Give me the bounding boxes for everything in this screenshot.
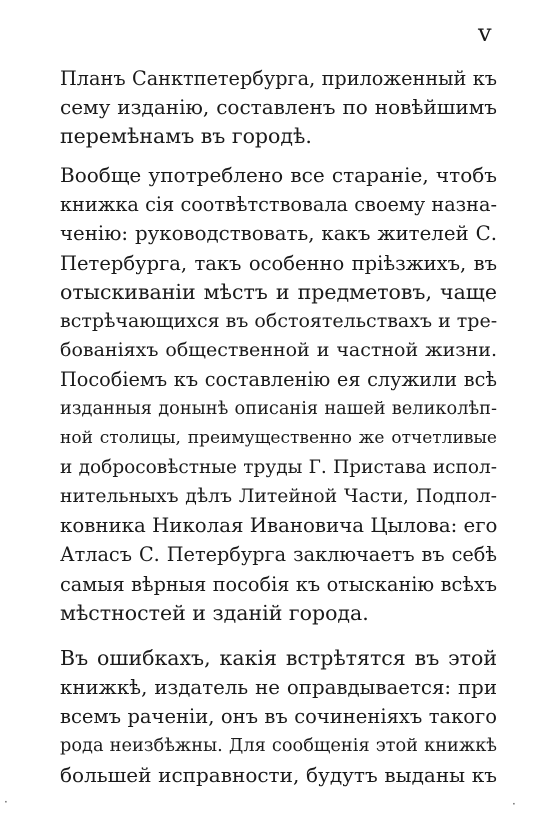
text-line: бованіяхъ общественной и частной жизни. [60, 339, 497, 362]
paper-speck: · [4, 795, 8, 809]
paragraph-2 [60, 161, 497, 628]
text-line: рода неизбѣжны. Для сообщенія этой книжкѣ [60, 735, 497, 756]
text-line: сему изданію, составленъ по новѣйшимъ [60, 95, 497, 120]
text-line: Петербурга, такъ особенно пріѣзжихъ, въ [60, 251, 497, 275]
text-line: Планъ Санктпетербурга, приложенный къ [60, 67, 497, 90]
paragraph-3 [60, 644, 497, 790]
text-line: книжкѣ, издатель не оправдывается: при [60, 676, 497, 700]
paragraph-1 [60, 64, 497, 152]
text-line: ковника Николая Ивановича Цылова: его [60, 514, 498, 538]
text-line: Пособіемъ къ составленію ея служили всѣ [60, 368, 497, 392]
text-line: и добросовѣстные труды Г. Пристава испол- [60, 456, 497, 478]
text-line: Атласъ С. Петербурга заключаетъ въ себѣ [60, 543, 497, 567]
text-line: изданныя донынѣ описанія нашей великолѣп- [60, 398, 497, 419]
text-line: всемъ раченіи, онъ въ сочиненіяхъ такого [60, 705, 497, 729]
text-line: перемѣнамъ въ городѣ. [60, 124, 312, 149]
text-line: нительныхъ дѣлъ Литейной Части, Подпол- [60, 486, 497, 508]
text-line: Въ ошибкахъ, какія встрѣтятся въ этой [60, 646, 497, 670]
text-line: встрѣчающихся въ обстоятельствахъ и тре- [60, 309, 498, 332]
text-line: Вообще употреблено все стараніе, чтобъ [60, 163, 497, 187]
text-line: ной столицы, преимущественно же отчетливые [60, 427, 497, 448]
text-line: книжка сія соотвѣтствовала своему назна- [60, 193, 497, 217]
paper-speck: · [512, 797, 516, 811]
page-number: v [478, 19, 493, 47]
text-line: ченію: руководствовать, какъ жителей С. [60, 222, 497, 246]
text-line: большей исправности, будутъ выданы къ [60, 762, 497, 787]
text-line: мѣстностей и зданій города. [60, 600, 369, 625]
text-line: самыя вѣрныя пособія къ отысканію всѣхъ [60, 572, 497, 596]
text-line: отыскиваніи мѣстъ и предметовъ, чаще [60, 279, 497, 304]
